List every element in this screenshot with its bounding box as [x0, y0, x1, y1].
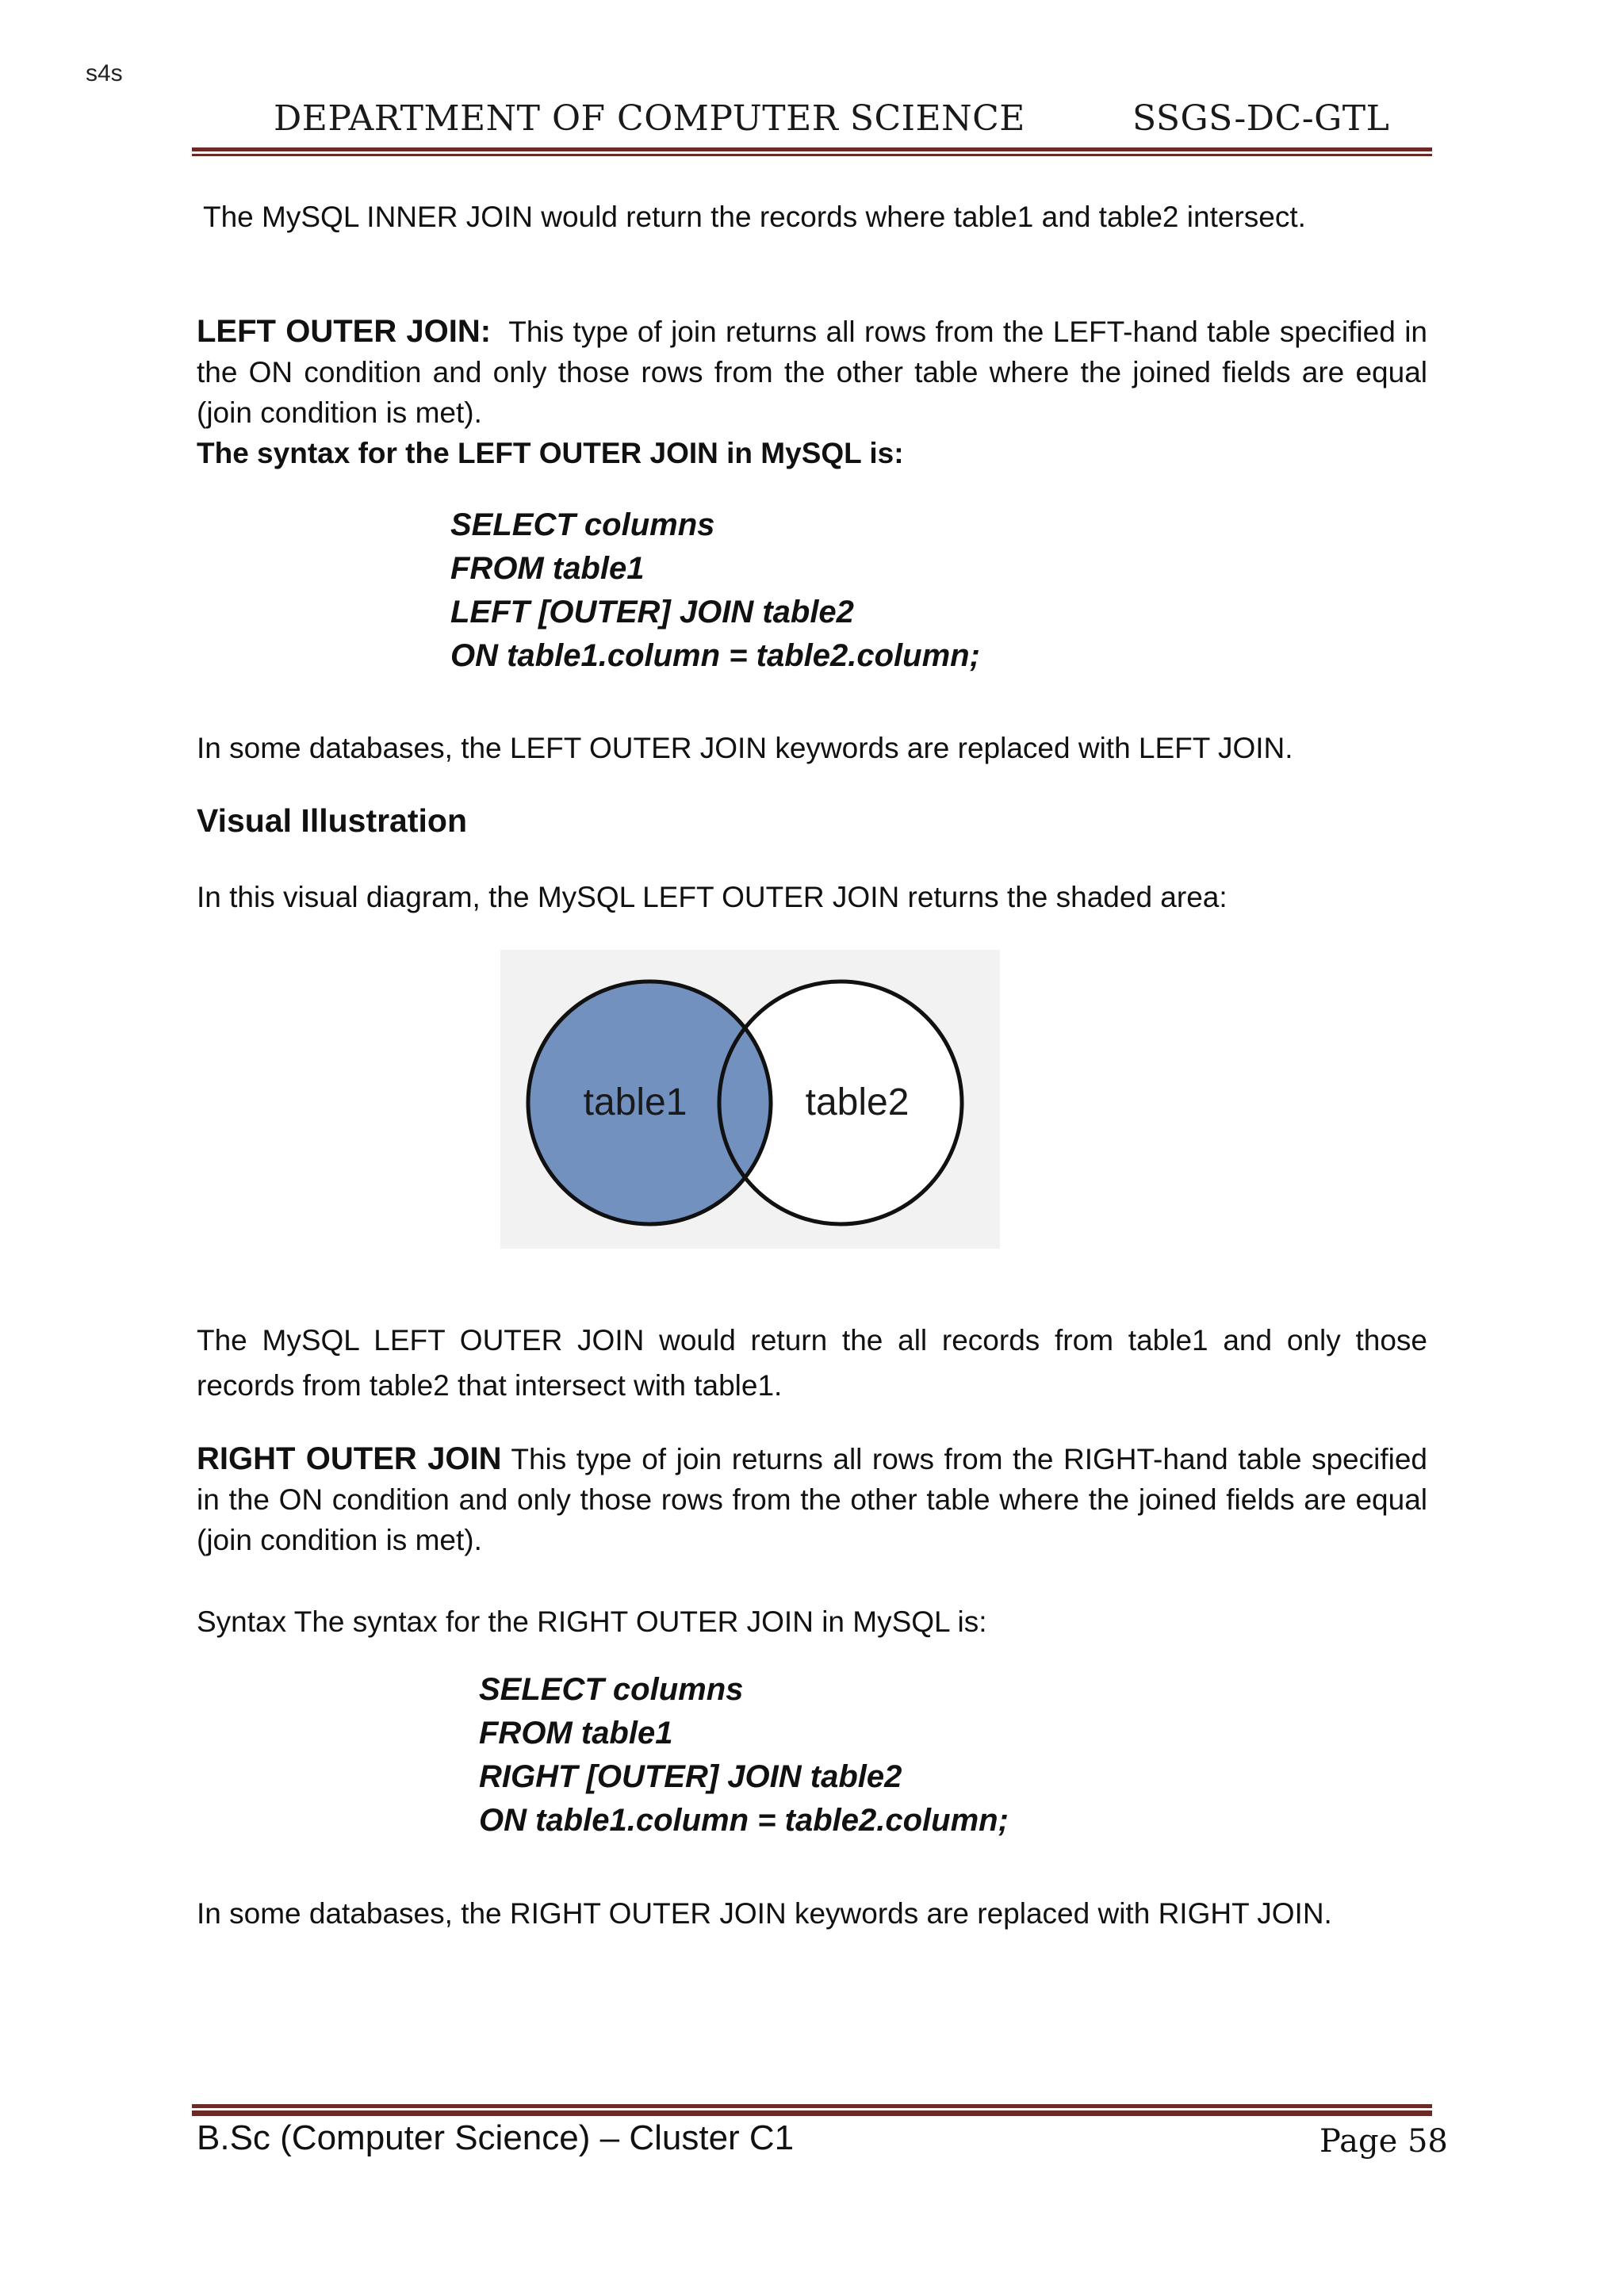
right-join-description: This type of join returns all rows from the RIGHT-hand table specified in the ON condition and only those rows from the other table where the joined fields are equal (join condition is met). — [197, 1443, 1427, 1556]
header-rule — [192, 147, 1432, 151]
inner-join-summary: The MySQL INNER JOIN would return the records where table1 and table2 intersect. — [203, 201, 1306, 233]
header-department: DEPARTMENT OF COMPUTER SCIENCE — [274, 98, 1025, 139]
code-line: RIGHT [OUTER] JOIN table2 — [479, 1759, 902, 1794]
left-join-definition — [197, 312, 1427, 433]
code-line: FROM table1 — [450, 551, 645, 586]
right-join-note: In some databases, the RIGHT OUTER JOIN keywords are replaced with RIGHT JOIN. — [197, 1897, 1332, 1930]
header-rule-thin — [192, 154, 1432, 156]
right-join-syntax-heading: Syntax The syntax for the RIGHT OUTER JOIN in MySQL is: — [197, 1605, 987, 1638]
left-join-note: In some databases, the LEFT OUTER JOIN keywords are replaced with LEFT JOIN. — [197, 732, 1293, 764]
visual-caption: In this visual diagram, the MySQL LEFT OUTER JOIN returns the shaded area: — [197, 881, 1228, 913]
footer-rule — [192, 2104, 1432, 2108]
left-join-description: This type of join returns all rows from the LEFT-hand table specified in the ON condition and only those rows from the other table where the joined fields are equal (join condition is met). — [197, 316, 1427, 429]
venn-svg — [500, 950, 1000, 1249]
code-line: ON table1.column = table2.column; — [479, 1803, 1009, 1838]
table1-label: table1 — [583, 1081, 688, 1123]
right-join-code-block — [479, 1668, 1009, 1843]
footer-course: B.Sc (Computer Science) – Cluster C1 — [197, 2118, 795, 2157]
right-join-definition — [197, 1439, 1427, 1560]
code-line: LEFT [OUTER] JOIN table2 — [450, 595, 854, 629]
footer-page-number: Page 58 — [1320, 2123, 1448, 2160]
code-line: SELECT columns — [450, 507, 715, 542]
footer-rule-thick — [192, 2110, 1432, 2116]
corner-tag: s4s — [86, 60, 123, 86]
visual-illustration-heading: Visual Illustration — [197, 802, 467, 839]
code-line: ON table1.column = table2.column; — [450, 638, 980, 673]
venn-diagram — [500, 950, 1000, 1249]
left-join-summary: The MySQL LEFT OUTER JOIN would return the all records from table1 and only those records from table2 that intersect with table1. — [197, 1324, 1427, 1402]
table2-label: table2 — [805, 1081, 910, 1123]
header-code: SSGS-DC-GTL — [1132, 98, 1390, 139]
left-join-title: LEFT OUTER JOIN: — [197, 314, 492, 349]
left-join-syntax-heading: The syntax for the LEFT OUTER JOIN in MySQL is: — [197, 437, 904, 469]
code-line: SELECT columns — [479, 1672, 744, 1707]
right-join-title: RIGHT OUTER JOIN — [197, 1441, 502, 1476]
code-line: FROM table1 — [479, 1716, 673, 1751]
left-join-code-block — [450, 503, 980, 678]
